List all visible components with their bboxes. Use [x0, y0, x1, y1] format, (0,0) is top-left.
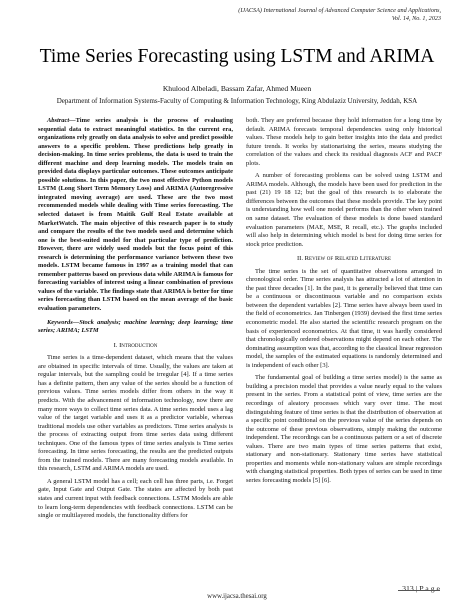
right-column — [246, 117, 442, 485]
paragraph: Time series is a time-dependent dataset, which means that the values are obtained in specific intervals of time. Usually, the values are taken at regular intervals, but the sampling could be irregular [4]. If a time series has a definite pattern, then any value of the series should be a function of previous values. Time series models differ from others in the way it predicts. With the advancement of information technology, now there are many more ways to collect time series data. A time series model uses a lag value of the target variable and uses it as a predictor variable, whereas traditional models use other variables as predictors. Time series analysis is the process of extracting output from time series data using different techniques. One of the famous types of time series analysis is Time series forecasting. In time series forecasting, the results are the predicted outputs from the trained models. There are many forecasting models available. In this research, LSTM and ARIMA models are used. — [38, 354, 233, 473]
paragraph: The time series is the set of quantitative observations arranged in chronological order. Time series analysis has attracted a lot of attention in the past three decades [1]. In the past, it is generally believed that time can be a continuous or discontinuous variable and no comparison exists between the dependent variables [2]. Time series have always been used in the field of econometrics. Jan Tinbergen (1939) devised the first time series econometric model. He also started the scientific research program on the basis of experienced econometrics. At that time, it was hardly considered that chronologically ordered observations might depend on each other. The dominating assumption was that, according to the classical linear regression model, the samples of the estimated equations is randomly determined and is independent of each other [3]. — [246, 267, 442, 369]
abstract-lead: Abstract— — [47, 117, 76, 124]
paragraph: A number of forecasting problems can be solved using LSTM and ARIMA models. Although, the models have been used for prediction in the past (21) 19 18 12; but the goal of this research is to elaborate the differences between the outcomes that these models provide. The key point is understanding how well one model performs than the other when trained on same dataset. The evaluation of these models is done based standard evaluation parameters (MAE, MSE, R recall, etc.). The graphs included will also help in determining which model is best for doing time series for stock price prediction. — [246, 172, 442, 248]
left-column — [38, 117, 233, 521]
paper-title: Time Series Forecasting using LSTM and ARIMA — [39, 46, 435, 67]
paragraph: A general LSTM model has a cell; each cell has three parts, i.e. Forget gate, Input Gate and Output Gate. The states are affected by both past states and current input with feedback connections. LSTM Models are able to learn long-term dependencies with feedback connections. LSTM can be single or multilayered models, the functionality differs for — [38, 477, 233, 520]
journal-volume: Vol. 14, No. 1, 2023 — [391, 15, 441, 22]
journal-website: www.ijacsa.thesai.org — [207, 593, 267, 600]
section-heading-introduction: I. Introduction — [113, 341, 158, 349]
journal-name: (IJACSA) International Journal of Advanced Computer Science and Applications, — [238, 7, 441, 14]
footer-divider — [398, 590, 440, 591]
abstract — [38, 117, 233, 314]
paragraph: The fundamental goal of building a time series model) is the same as building a precision model that provides a value nearly equal to the values present in the series. From a statistical point of view, time series are the recordings of aleatory processes which vary over time. The most distinguishing feature of time series is that the distribution of observation at a specific point conditional on the previous value of the series depends on the outcome of these previous observations, simply making the outcome independent. The recordings can be a continuous pattern or a set of discrete values. There are two main types of time series patterns that exist, stationary and non-stationary. Stationary time series have statistical properties and moments while non-stationary values are simple recordings with changing statistical properties. Both types of series can be used in time series forecasting models [5] [6]. — [246, 374, 442, 484]
paragraph: both. They are preferred because they hold information for a long time by default. ARIMA forecasts temporal dependencies using only historical values. These models help to gain better insights into the data and predict future trends. It works by stationarising the series, means studying the correlation of the values and check its residual diagnosis ACF and PACF plots. — [246, 117, 442, 167]
keywords: Keywords—Stock analysis; machine learning; deep learning; time series; ARIMA; LSTM — [38, 318, 233, 335]
journal-header — [181, 7, 441, 23]
paper-authors: Khulood Albeladi, Bassam Zafar, Ahmed Mueen — [162, 84, 312, 93]
page-number: 313 | P a g e — [402, 584, 440, 593]
paper-affiliation: Department of Information Systems-Faculty of Computing & Information Technology, King Abdulaziz University, Jeddah, KSA — [56, 97, 418, 105]
section-heading-related-literature: II. Review of Related Literature — [296, 255, 392, 263]
abstract-text: Time series analysis is the process of evaluating sequential data to extract meaningful statistics. In the current era, organizations rely greatly on data analysis to solve and predict possible answers to a specific problem. These predictions help greatly in decision-making. In time series problems, the data is used to train the different machine and deep learning models. The models train on provided data displays particular outcomes. These outcomes anticipate possible solutions. In this paper, the two most effective Python models LSTM (Long Short Term Memory Loss) and ARIMA (Autoregressive integrated moving average) are used. These are the two most recommended models while dealing with Time series forecasting. The selected dataset is from Maitik Gulf Real Estate available at MarketWatch. The main objective of this research paper is to study and compare the results of the two models used and determine which one is the best-suited model for that particular type of prediction. However, there are widely used models but the focus point of this research is determining the performance variance between these two models. LSTM became famous in 1997 as a training model that can remember patterns based on previous data while ARIMA is famous for forecasting variables of interest using a linear combination of previous values of the variable. The findings state that ARIMA is better for time series forecasting than LSTM based on the mean average of the basic evaluation parameters. — [38, 117, 233, 313]
